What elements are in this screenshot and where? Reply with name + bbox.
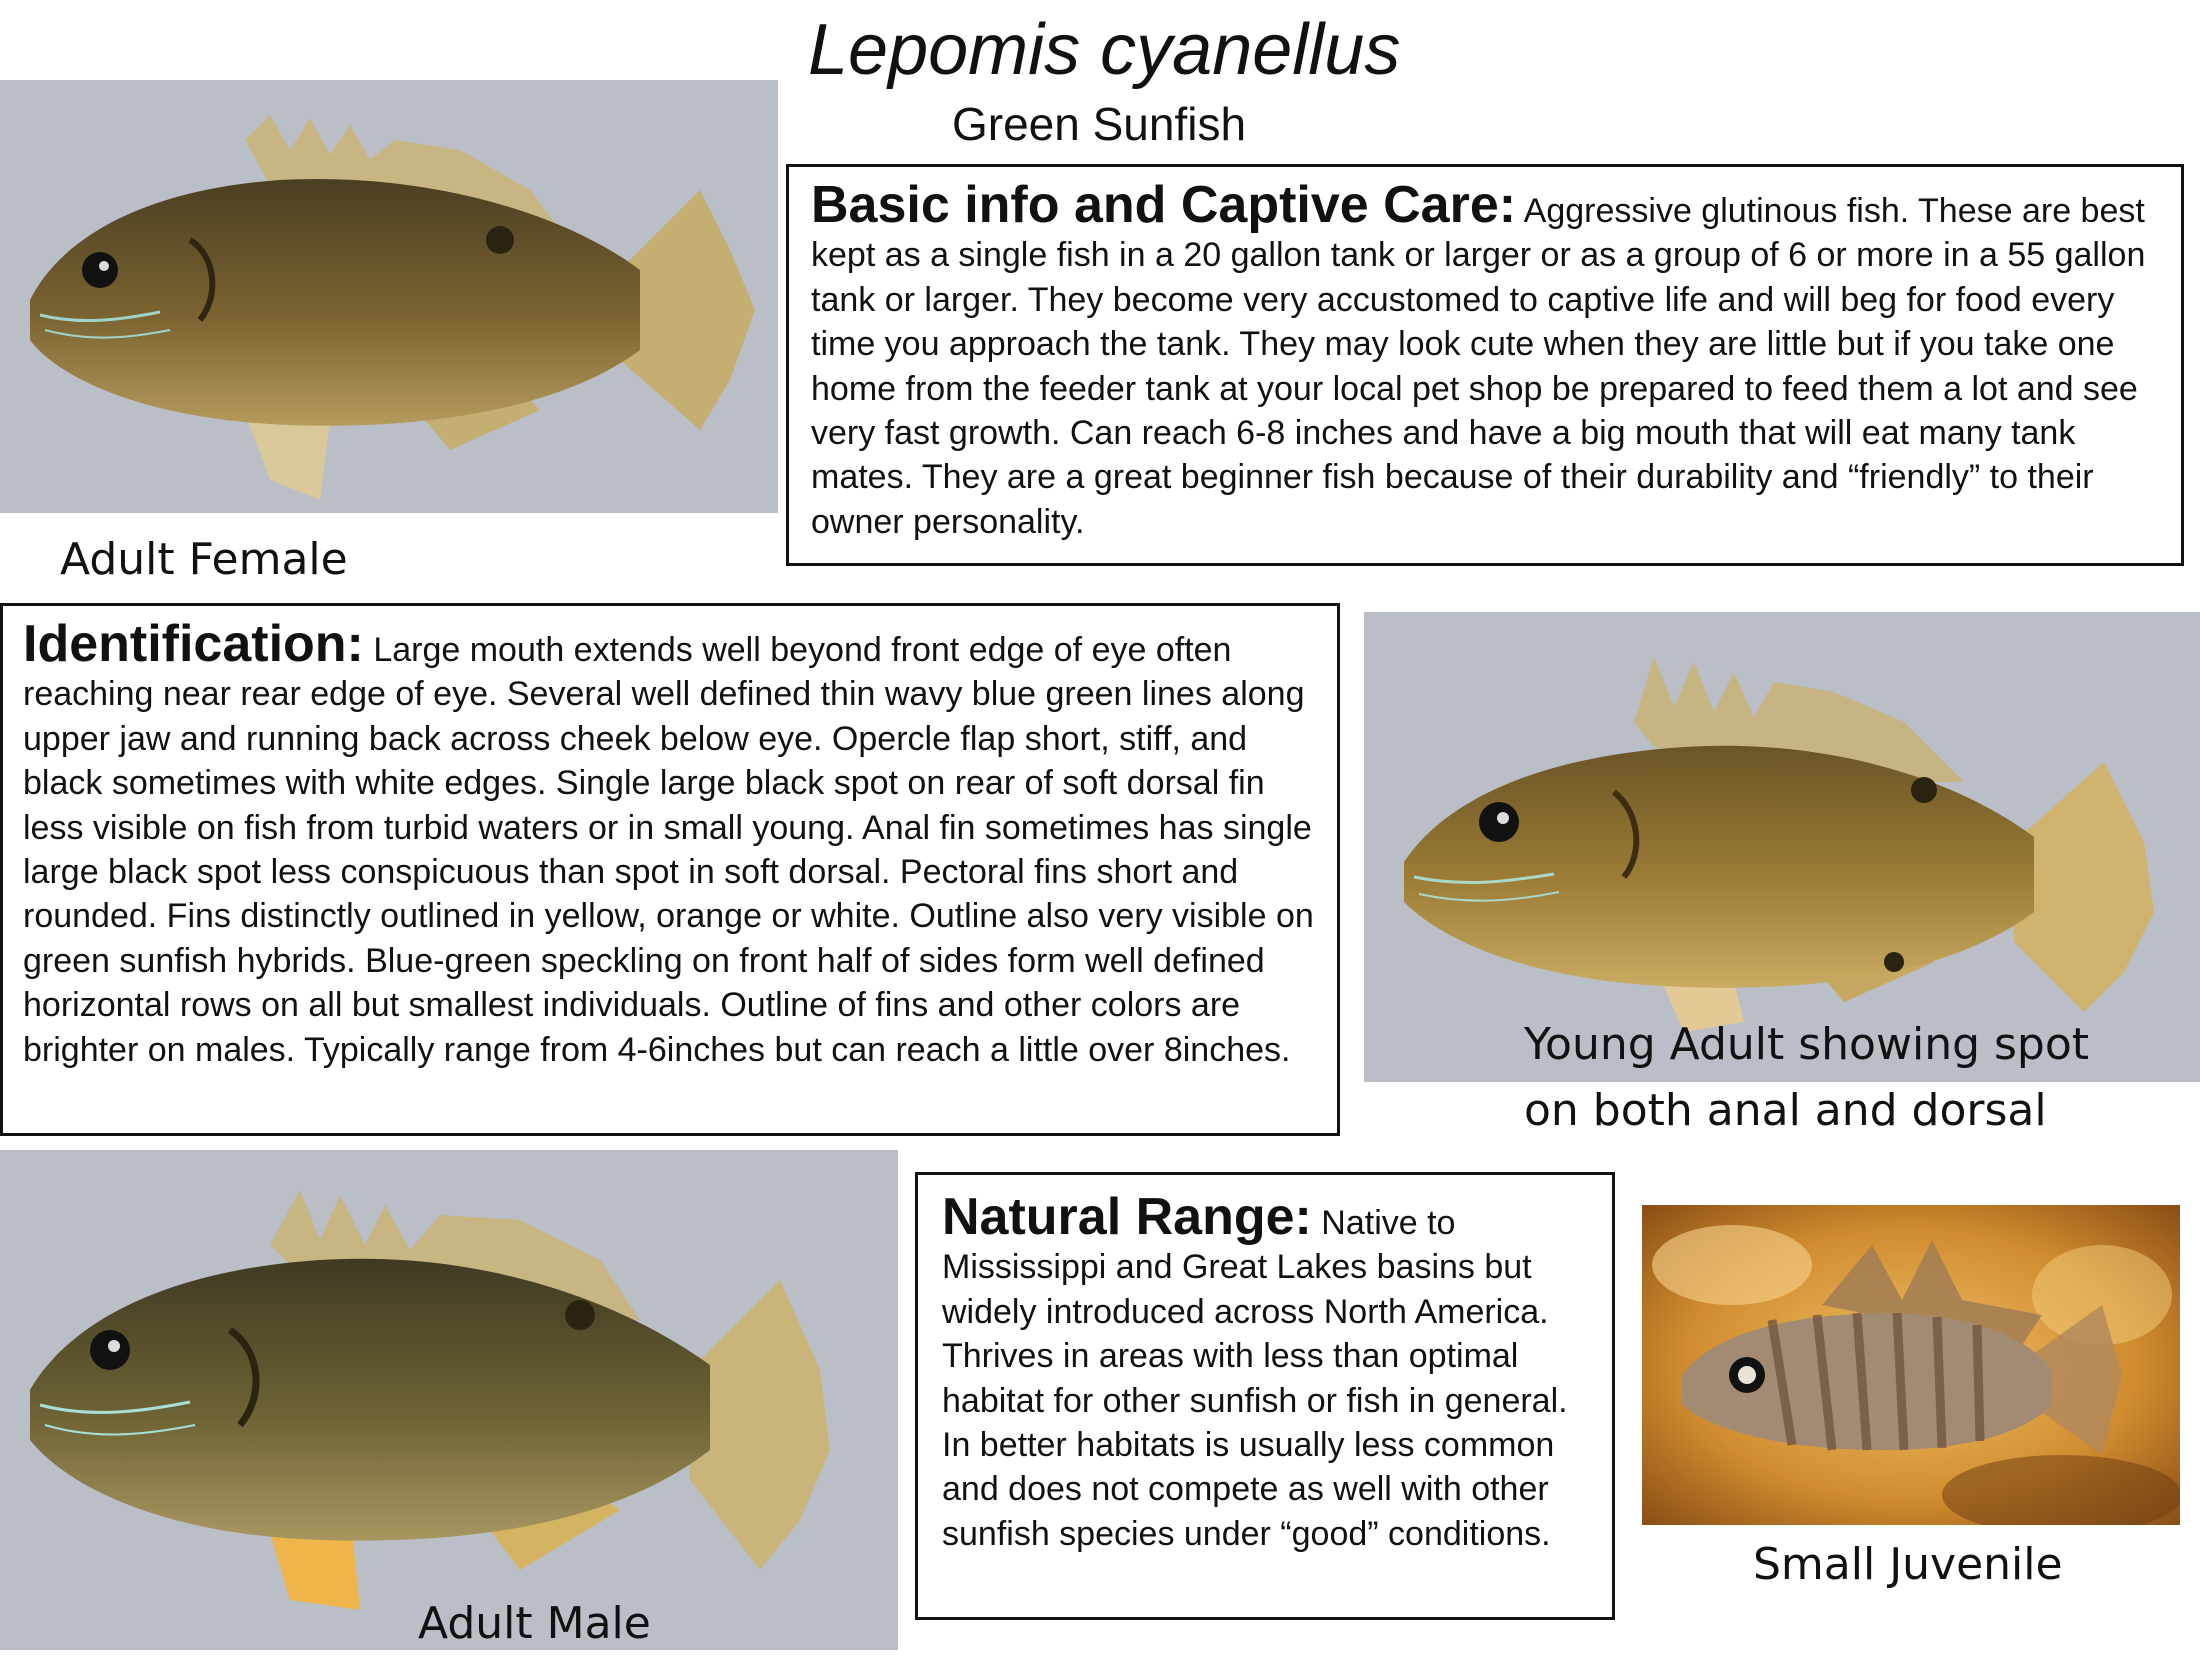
adult-male-caption: Adult Male [418, 1598, 651, 1649]
natural-range-text: Native to Mississippi and Great Lakes basins but widely introduced across North America. Thrives in areas with less than optimal habitat for other sunfish or fish in general. In better habitats is usually less common and does not compete as well with other sunfish species under “good” conditions. [942, 1204, 1568, 1553]
captive-care-heading: Basic info and Captive Care: [811, 176, 1517, 234]
young-adult-caption-line1: Young Adult showing spot [1524, 1019, 2090, 1070]
identification-box [0, 603, 1340, 1136]
adult-male-photo [0, 1150, 898, 1650]
identification-text: Large mouth extends well beyond front edge of eye often reaching near rear edge of eye. Several well defined thin wavy blue green lines along upper jaw and running back across cheek below eye. Opercle flap short, stiff, and black sometimes with white edges. Single large black spot on rear of soft dorsal fin less visible on fish from turbid waters or in small young. Anal fin sometimes has single large black spot less conspicuous than spot in soft dorsal. Pectoral fins short and rounded. Fins distinctly outlined in yellow, orange or white. Outline also very visible on green sunfish hybrids. Blue-green speckling on front half of sides form well defined horizontal rows on all but smallest individuals. Outline of fins and other colors are brighter on males. Typically range from 4-6inches but can reach a little over 8inches. [23, 631, 1314, 1069]
scientific-name-title: Lepomis cyanellus [808, 10, 1401, 90]
adult-female-photo [0, 80, 778, 513]
small-juvenile-photo [1642, 1205, 2180, 1525]
captive-care-text: Aggressive glutinous fish. These are best kept as a single fish in a 20 gallon tank or larger or as a group of 6 or more in a 55 gallon tank or larger. They become very accustomed to captive life and will beg for food every time you approach the tank. They may look cute when they are little but if you take one home from the feeder tank at your local pet shop be prepared to feed them a lot and see very fast growth. Can reach 6-8 inches and have a big mouth that will eat many tank mates. They are a great beginner fish because of their durability and “friendly” to their owner personality. [811, 192, 2146, 541]
natural-range-box [915, 1172, 1615, 1620]
identification-heading: Identification: [23, 615, 364, 673]
small-juvenile-caption: Small Juvenile [1753, 1539, 2063, 1590]
captive-care-box [786, 164, 2184, 566]
adult-female-caption: Adult Female [60, 534, 348, 585]
young-adult-caption-line2: on both anal and dorsal [1524, 1085, 2047, 1136]
common-name-subtitle: Green Sunfish [952, 98, 1247, 150]
natural-range-heading: Natural Range: [942, 1188, 1312, 1246]
